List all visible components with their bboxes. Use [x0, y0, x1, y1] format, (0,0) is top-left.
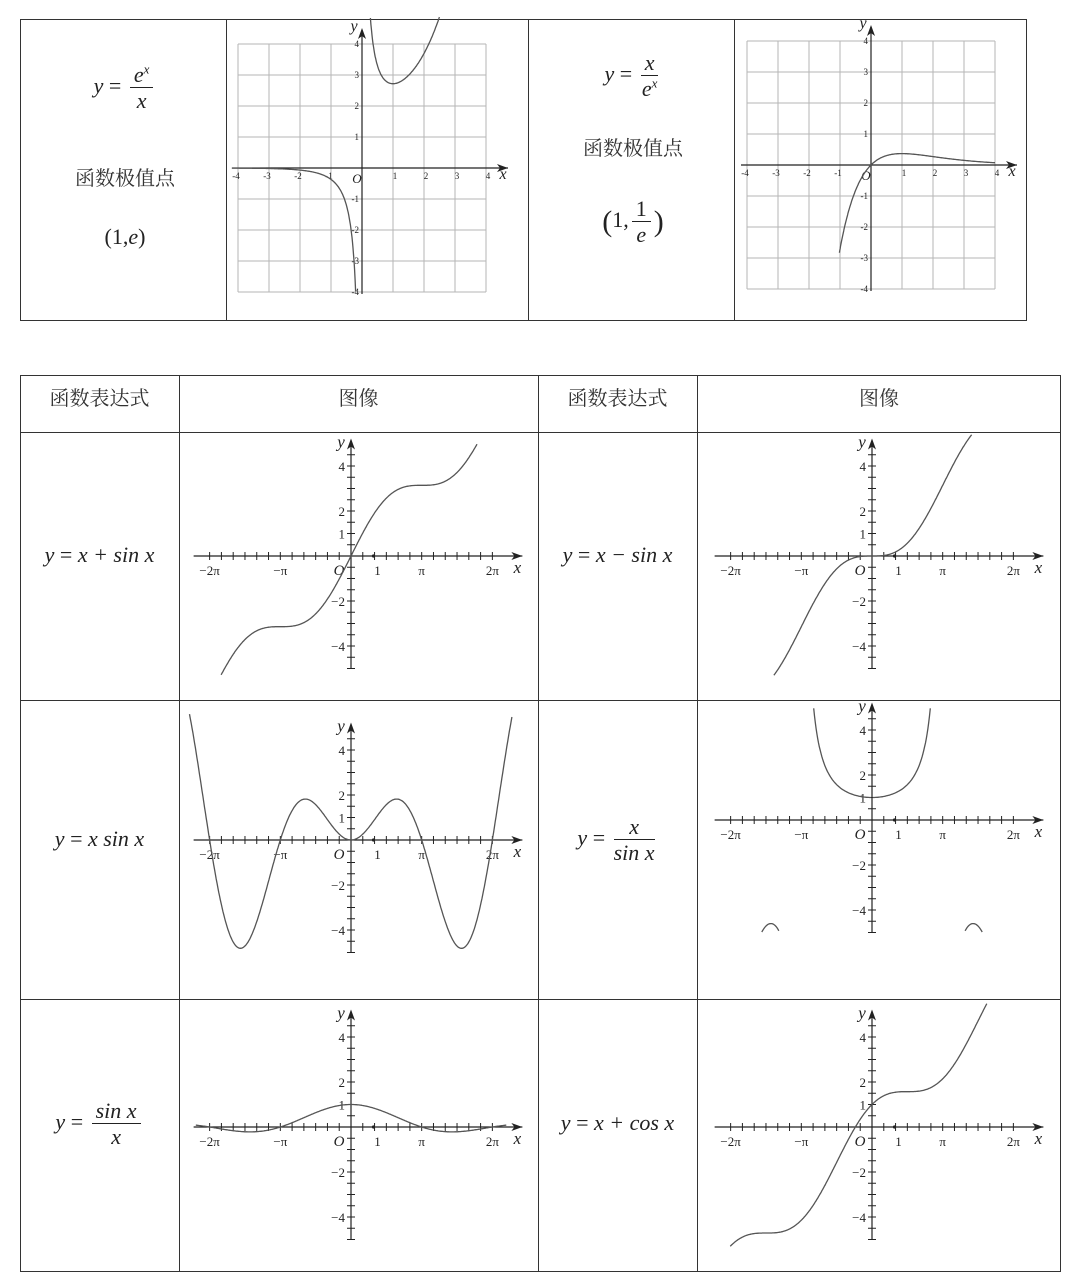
extremum-label-left: 函数极值点	[75, 166, 175, 190]
x-tick-label: 1	[374, 563, 381, 578]
formula-lhs: y	[604, 60, 615, 86]
fraction-numerator: e	[133, 62, 144, 87]
x-tick-label: 2	[423, 171, 429, 181]
formula-expr: x + cos x	[593, 1110, 675, 1135]
x-tick-label: π	[418, 1134, 425, 1149]
extremum-label-right: 函数极值点	[583, 136, 683, 160]
function-curve	[762, 924, 779, 932]
x-tick-label: 2π	[1006, 1134, 1020, 1149]
x-axis-label: x	[499, 166, 507, 183]
y-axis-label: y	[350, 18, 358, 35]
formula-exp-over-x	[40, 62, 210, 114]
formula-expr: x + sin x	[77, 542, 155, 567]
origin-label: O	[333, 847, 345, 863]
y-tick-label: 4	[859, 723, 866, 738]
comma: ,	[623, 206, 629, 232]
function-curve	[814, 708, 872, 797]
formula-eq: =	[577, 542, 591, 567]
y-tick-label: −2	[852, 594, 866, 609]
origin-label: O	[352, 171, 362, 186]
y-tick-label: 2	[338, 788, 345, 803]
x-axis-label: x	[513, 842, 522, 861]
x-axis-label: x	[1034, 1129, 1043, 1148]
point-x: 1	[111, 224, 123, 249]
formula-lhs: y	[560, 1110, 571, 1135]
paren-left: (	[104, 224, 112, 249]
header-expression-left: 函数表达式	[49, 386, 150, 410]
y-axis-label: y	[859, 15, 867, 32]
x-tick-label: −2π	[720, 827, 741, 842]
formula-eq: =	[70, 826, 83, 851]
x-tick-label: −π	[794, 827, 809, 842]
x-tick-label: 2π	[1006, 563, 1020, 578]
fraction-numerator: 1	[632, 196, 651, 222]
x-tick-label: −π	[273, 563, 288, 578]
formula-lhs: y	[93, 72, 104, 98]
y-tick-label: -3	[351, 256, 359, 266]
x-axis-label: x	[1034, 558, 1043, 577]
top-divider-1	[226, 19, 227, 321]
formula-x-over-sinx	[538, 814, 697, 866]
x-tick-label: 1	[895, 1134, 902, 1149]
unit-dot	[893, 554, 896, 557]
formula-eq: =	[108, 72, 122, 98]
graph-x-over-exp	[738, 15, 1025, 321]
x-tick-label: −2π	[720, 1134, 741, 1149]
fraction-denominator: sin x	[613, 840, 655, 866]
formula-lhs: y	[44, 542, 55, 567]
graph-x-plus-cosx	[698, 1000, 1060, 1271]
y-tick-label: 4	[338, 1030, 345, 1045]
x-tick-label: -2	[803, 168, 811, 178]
y-tick-label: 2	[859, 768, 866, 783]
x-tick-label: 1	[901, 168, 907, 178]
x-tick-label: -3	[263, 171, 271, 181]
y-tick-label: −4	[331, 639, 345, 654]
graph-x-sinx	[180, 701, 537, 998]
y-tick-label: −4	[852, 903, 866, 918]
x-tick-label: -4	[232, 171, 240, 181]
formula-x-over-exp	[548, 50, 718, 102]
point-x: 1	[612, 206, 624, 232]
x-tick-label: -1	[325, 171, 333, 181]
y-tick-label: 2	[863, 98, 868, 108]
extremum-point-left	[40, 224, 210, 250]
y-tick-label: 2	[859, 504, 866, 519]
graph-exp-over-x	[230, 19, 526, 321]
fraction-denominator: e	[641, 76, 652, 102]
x-tick-label: π	[939, 827, 946, 842]
paren-right: )	[653, 204, 664, 238]
y-tick-label: 4	[859, 459, 866, 474]
x-tick-label: π	[939, 1134, 946, 1149]
x-tick-label: −π	[794, 1134, 809, 1149]
y-tick-label: 4	[354, 39, 359, 49]
y-tick-label: 4	[338, 743, 345, 758]
x-tick-label: π	[418, 847, 425, 862]
x-tick-label: −π	[273, 847, 288, 862]
formula-x-plus-cosx	[538, 1110, 697, 1136]
formula-eq: =	[592, 824, 606, 850]
y-tick-label: −2	[331, 1165, 345, 1180]
y-tick-label: 1	[863, 129, 868, 139]
x-tick-label: −2π	[199, 1134, 220, 1149]
origin-label: O	[333, 1134, 345, 1150]
origin-label: O	[333, 563, 345, 579]
function-curve	[965, 924, 982, 932]
fraction-denominator: e	[636, 222, 647, 248]
fraction-denominator: x	[111, 1124, 121, 1150]
y-axis-label: y	[337, 1003, 345, 1023]
y-axis-label: y	[858, 696, 866, 716]
y-tick-label: −4	[331, 1210, 345, 1225]
formula-eq: =	[576, 1110, 589, 1135]
y-tick-label: 1	[354, 132, 359, 142]
y-tick-label: 2	[354, 101, 359, 111]
formula-x-minus-sinx	[538, 542, 697, 568]
graph-sinx-over-x	[180, 1000, 537, 1271]
formula-lhs: y	[562, 542, 573, 567]
formula-fraction	[641, 50, 659, 102]
x-tick-label: π	[939, 563, 946, 578]
y-axis-label: y	[337, 716, 345, 736]
y-tick-label: -4	[860, 284, 868, 294]
y-tick-label: 1	[859, 790, 866, 806]
formula-sinx-over-x	[20, 1098, 179, 1150]
x-tick-label: 1	[374, 847, 381, 862]
x-tick-label: π	[418, 563, 425, 578]
y-tick-label: 1	[859, 1097, 866, 1113]
formula-lhs: y	[54, 826, 65, 851]
y-tick-label: 4	[863, 36, 868, 46]
extremum-point-right	[548, 196, 718, 248]
x-tick-label: -2	[294, 171, 302, 181]
y-axis-label: y	[858, 432, 866, 452]
y-tick-label: −2	[331, 878, 345, 893]
graph-x-over-sinx	[698, 696, 1060, 998]
x-tick-label: 1	[895, 563, 902, 578]
x-tick-label: 4	[485, 171, 491, 181]
paren-left: (	[602, 204, 613, 238]
unit-dot	[893, 1125, 896, 1128]
origin-label: O	[854, 563, 866, 579]
x-tick-label: 2	[932, 168, 938, 178]
fraction-numerator: x	[614, 814, 655, 840]
x-tick-label: 1	[374, 1134, 381, 1149]
x-tick-label: -4	[741, 168, 749, 178]
header-graph-left: 图像	[338, 386, 379, 410]
x-tick-label: −π	[273, 1134, 288, 1149]
y-tick-label: 1	[338, 810, 345, 826]
function-curve	[370, 17, 439, 84]
y-tick-label: −4	[852, 639, 866, 654]
fraction-numerator: sin x	[92, 1098, 141, 1124]
x-tick-label: −2π	[199, 563, 220, 578]
y-axis-label: y	[858, 1003, 866, 1023]
origin-label: O	[854, 827, 866, 843]
formula-fraction	[130, 62, 154, 114]
graph-x-minus-sinx	[698, 433, 1060, 699]
unit-dot	[372, 554, 375, 557]
origin-label: O	[861, 168, 871, 183]
y-tick-label: −4	[331, 923, 345, 938]
y-tick-label: -2	[351, 225, 359, 235]
y-tick-label: 3	[863, 67, 868, 77]
formula-lhs: y	[577, 824, 588, 850]
y-tick-label: 4	[338, 459, 345, 474]
function-curve	[873, 708, 931, 797]
unit-dot	[372, 838, 375, 841]
y-tick-label: 1	[338, 526, 345, 542]
x-axis-label: x	[1008, 163, 1016, 180]
x-axis-label: x	[1034, 822, 1043, 841]
exponent: x	[651, 75, 658, 91]
point-y: e	[128, 224, 139, 249]
y-tick-label: -3	[860, 253, 868, 263]
top-divider-2	[528, 19, 529, 321]
x-tick-label: -1	[834, 168, 842, 178]
x-tick-label: 1	[895, 827, 902, 842]
x-tick-label: 3	[963, 168, 969, 178]
formula-x-sinx	[20, 826, 179, 852]
y-tick-label: -4	[351, 287, 359, 297]
paren-right: )	[138, 224, 146, 249]
y-tick-label: 3	[354, 70, 359, 80]
header-expression-right: 函数表达式	[567, 386, 668, 410]
x-tick-label: −2π	[199, 847, 220, 862]
x-tick-label: 2π	[485, 1134, 499, 1149]
x-tick-label: 1	[392, 171, 398, 181]
y-tick-label: -1	[351, 194, 359, 204]
y-tick-label: −2	[331, 594, 345, 609]
y-tick-label: 1	[859, 526, 866, 542]
formula-fraction	[614, 814, 655, 866]
y-tick-label: −2	[852, 1165, 866, 1180]
y-tick-label: 2	[338, 504, 345, 519]
formula-eq: =	[59, 542, 73, 567]
comma: ,	[122, 224, 129, 249]
y-tick-label: 2	[338, 1075, 345, 1090]
formula-expr: x − sin x	[595, 542, 673, 567]
function-curve	[774, 432, 972, 675]
function-curve	[221, 444, 477, 675]
y-tick-label: −2	[852, 858, 866, 873]
x-tick-label: 4	[994, 168, 1000, 178]
x-tick-label: -3	[772, 168, 780, 178]
y-tick-label: −4	[852, 1210, 866, 1225]
fraction-denominator: x	[136, 88, 147, 114]
formula-fraction	[92, 1098, 141, 1150]
x-axis-label: x	[513, 558, 522, 577]
fraction-numerator: x	[641, 50, 659, 76]
y-tick-label: -2	[860, 222, 868, 232]
x-axis-label: x	[513, 1129, 522, 1148]
x-tick-label: 2π	[485, 847, 499, 862]
y-tick-label: 1	[338, 1097, 345, 1113]
unit-dot	[893, 818, 896, 821]
x-tick-label: −π	[794, 563, 809, 578]
formula-eq: =	[619, 60, 633, 86]
header-graph-right: 图像	[859, 386, 899, 410]
origin-label: O	[854, 1134, 866, 1150]
formula-expr: x sin x	[87, 826, 145, 851]
x-tick-label: 2π	[1006, 827, 1020, 842]
x-tick-label: −2π	[720, 563, 741, 578]
top-divider-3	[734, 19, 735, 321]
y-tick-label: 2	[859, 1075, 866, 1090]
point-y-fraction	[632, 196, 651, 248]
formula-x-plus-sinx	[20, 542, 179, 568]
y-axis-label: y	[337, 432, 345, 452]
y-tick-label: -1	[860, 191, 868, 201]
formula-eq: =	[70, 1108, 84, 1134]
graph-x-plus-sinx	[180, 433, 537, 699]
x-tick-label: 2π	[485, 563, 499, 578]
formula-lhs: y	[55, 1108, 66, 1134]
y-tick-label: 4	[859, 1030, 866, 1045]
x-tick-label: 3	[454, 171, 460, 181]
exponent: x	[143, 61, 150, 77]
unit-dot	[372, 1125, 375, 1128]
